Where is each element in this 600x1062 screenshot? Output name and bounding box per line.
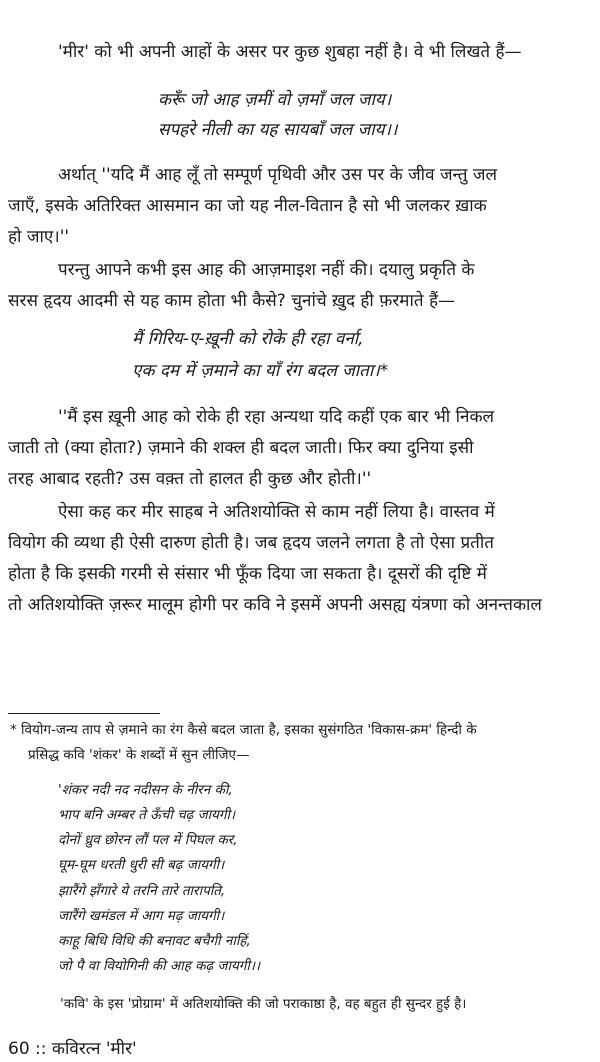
- paragraph-line: अर्थात् ''यदि मैं आह लूँ तो सम्पूर्ण पृथिवी और उस पर के जीव जन्तु जल: [58, 165, 498, 185]
- paragraph-line: परन्तु आपने कभी इस आह की आज़माइश नहीं की। दयालु प्रकृति के: [58, 260, 475, 280]
- paragraph-line: होता है कि इसकी गरमी से संसार भी फूँक दिया जा सकता है। दूसरों की दृष्टि में: [8, 564, 487, 584]
- paragraph-line: जाती तो (क्या होता?) ज़माने की शक्ल ही बदल जाती। फिर क्या दुनिया इसी: [8, 438, 474, 458]
- paragraph-line: तरह आबाद रहती? उस वक़्त तो हालत ही कुछ और होती।'': [8, 469, 372, 489]
- paragraph-line: जाएँ, इसके अतिरिक्त आसमान का जो यह नील-वितान है सो भी जलकर ख़ाक: [8, 196, 487, 216]
- footnote-verse-line: दोनों ध्रुव छोरन लौं पल में पिघल कर,: [58, 832, 238, 848]
- paragraph-line: 'मीर' को भी अपनी आहों के असर पर कुछ शुबहा नहीं है। वे भी लिखते हैं—: [58, 42, 522, 62]
- footnote-line: प्रसिद्ध कवि 'शंकर' के शब्दों में सुन लीजिए—: [28, 747, 250, 763]
- verse-line: सपहरे नीली का यह सायबाँ जल जाय।।: [158, 120, 398, 140]
- footer-separator: ::: [35, 1039, 47, 1059]
- paragraph-line: वियोग की व्यथा ही ऐसी दारुण होती है। जब हृदय जलने लगता है तो ऐसा प्रतीत: [8, 533, 494, 553]
- paragraph-line: हो जाए।'': [8, 227, 70, 247]
- footnote-verse-line: 'शंकर नदी नद नदीसन के नीरन की,: [58, 782, 233, 798]
- verse-line: एक दम में ज़माने का याँ रंग बदल जाता।*: [132, 361, 389, 381]
- paragraph-line: सरस हृदय आदमी से यह काम होता भी कैसे? चुनांचे ख़ुद ही फ़रमाते हैं—: [8, 291, 455, 311]
- paragraph-line: ''मैं इस ख़ूनी आह को रोके ही रहा अन्यथा यदि कहीं एक बार भी निकल: [58, 407, 495, 427]
- verse-line: करूँ जो आह ज़मीं वो ज़माँ जल जाय।: [158, 90, 392, 110]
- footnote-verse-line: जो पै वा वियोगिनी की आह कढ़ जायगी।।: [58, 958, 261, 974]
- page-number: 60: [8, 1039, 30, 1059]
- footnote-rule: [8, 713, 160, 714]
- footnote-verse-line: जारैंगे खमंडल में आग मढ़ जायगी।: [58, 908, 225, 924]
- footnote-verse-line: घूम-घूम धरती धुरी सी बढ़ जायगी।: [58, 857, 225, 873]
- footnote-line: * वियोग-जन्य ताप से ज़माने का रंग कैसे बदल जाता है, इसका सुसंगठित 'विकास-क्रम' हिन्दी के: [10, 722, 477, 738]
- paragraph-line: तो अतिशयोक्ति ज़रूर मालूम होगी पर कवि ने इसमें अपनी असह्य यंत्रणा को अनन्तकाल: [8, 595, 542, 615]
- footnote-verse-line: झारैंगे झँगारे ये तरनि तारे तारापति,: [58, 883, 226, 899]
- running-title: कविरत्न 'मीर': [51, 1039, 137, 1059]
- paragraph-line: ऐसा कह कर मीर साहब ने अतिशयोक्ति से काम नहीं लिया है। वास्तव में: [58, 502, 495, 522]
- page-footer: [8, 1036, 137, 1059]
- footnote-verse-line: काहू बिधि विधि की बनावट बचैगी नाहिं,: [58, 933, 251, 949]
- verse-line: मैं गिरिय-ए-ख़ूनी को रोके ही रहा वर्ना,: [132, 329, 364, 349]
- footnote-verse-line: भाप बनि अम्बर ते ऊँची चढ़ जायगी।: [58, 807, 236, 823]
- footnote-line: 'कवि' के इस 'प्रोग्राम' में अतिशयोक्ति की जो पराकाष्ठा है, वह बहुत ही सुन्दर हुई है।: [60, 996, 467, 1012]
